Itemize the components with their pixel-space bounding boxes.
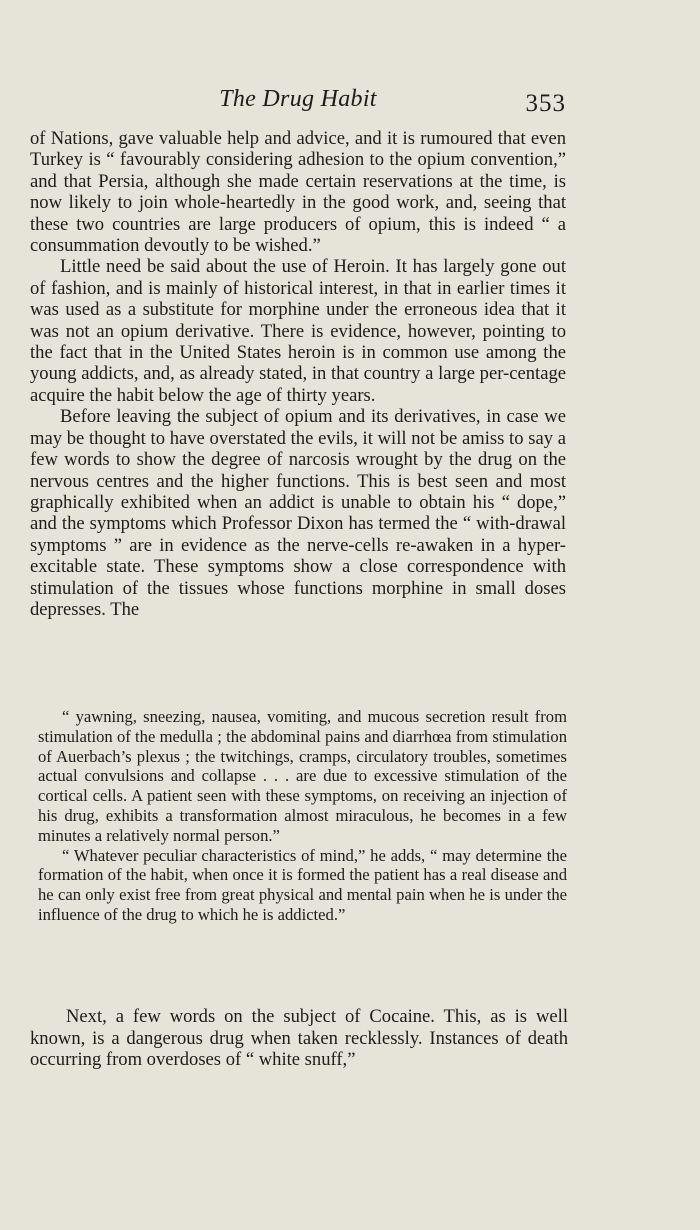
page-number: 353: [525, 90, 566, 117]
paragraph-withdrawal-symptoms: Before leaving the subject of opium and its derivatives, in case we may be thought to have overstated the evils, it will not be amiss to say a few words to show the degree of narcosis wrought by the drug on the nervous centres and the higher functions. This is best seen and most graphically exhibited when an addict is unable to obtain his “ dope,” and the symptoms which Professor Dixon has termed the “ with-drawal symptoms ” are in evidence as the nerve-cells re-awaken in a hyper-excitable state. These symptoms show a close correspondence with stimulation of the tissues whose functions morphine in small doses depresses. The: [30, 406, 566, 620]
paragraph-heroin: Little need be said about the use of Heroin. It has largely gone out of fashion, and is mainly of historical interest, in that in earlier times it was used as a substitute for morphine under the erroneous idea that it was not an opium derivative. There is evidence, however, pointing to the fact that in the United States heroin is in common use among the young addicts, and, as already stated, in that country a large per-centage acquire the habit below the age of thirty years.: [30, 256, 566, 406]
quotation-paragraph-symptoms: “ yawning, sneezing, nausea, vomiting, and mucous secretion result from stimulation of the medulla ; the abdominal pains and diarrhœa from stimulation of Auerbach’s plexus ; the twitchings, cramps, circulatory troubles, sometimes actual convulsions and collapse . . . are due to excessive stimulation of the cortical cells. A patient seen with these symptoms, on receiving an injection of his drug, exhibits a transformation almost miraculous, he becomes in a few minutes a relatively normal person.”: [38, 707, 567, 845]
paragraph-cocaine: Next, a few words on the subject of Cocaine. This, as is well known, is a dangerous drug when taken recklessly. Instances of death occurring from overdoses of “ white snuff,”: [30, 1006, 568, 1071]
body-text: [30, 128, 566, 620]
running-title: The Drug Habit: [219, 86, 377, 112]
paragraph-opium-convention: of Nations, gave valuable help and advice, and it is rumoured that even Turkey is “ favourably considering adhesion to the opium convention,” and that Persia, although she made certain reservations at the time, is now likely to join whole-heartedly in the good work, and, seeing that these two countries are large producers of opium, this is indeed “ a consummation devoutly to be wished.”: [30, 128, 566, 257]
quotation-paragraph-habit: “ Whatever peculiar characteristics of mind,” he adds, “ may determine the formation of the habit, when once it is formed the patient has a real disease and he can only exist free from great physical and mental pain when he is under the influence of the drug to which he is addicted.”: [38, 845, 567, 924]
block-quotation: [38, 707, 567, 925]
closing-text: [30, 1006, 568, 1071]
running-head: [30, 86, 566, 122]
